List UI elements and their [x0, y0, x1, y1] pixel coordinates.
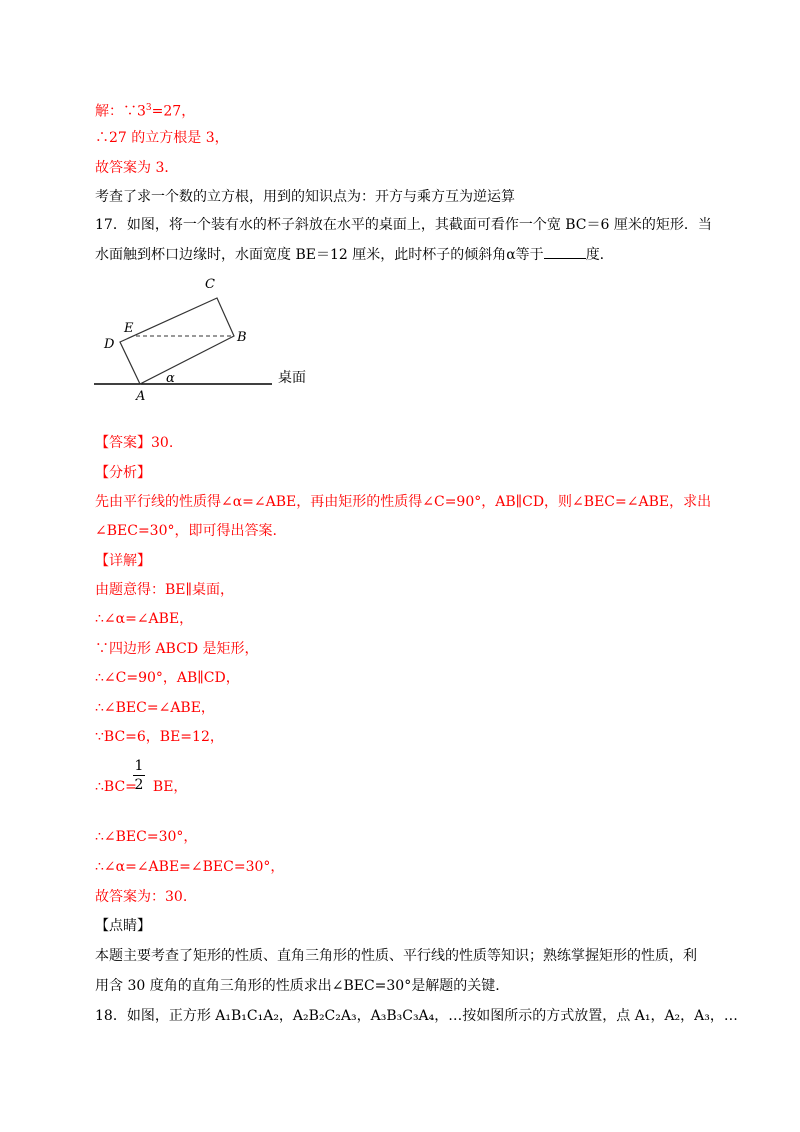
detail-line-4: ∴∠C=90°，AB∥CD，	[95, 670, 240, 686]
detail-line-5: ∴∠BEC=∠ABE，	[95, 700, 215, 716]
detail-line-1: 由题意得：BE∥桌面，	[95, 582, 234, 598]
label-table: 桌面	[278, 370, 306, 386]
detail-heading: 【详解】	[95, 553, 151, 569]
answer-line: 【答案】30.	[95, 435, 174, 451]
label-e: E	[124, 321, 134, 336]
label-d: D	[104, 337, 115, 352]
comment-heading: 【点睛】	[95, 918, 151, 934]
rectangle-abcd	[120, 298, 234, 384]
solution-line-1: 解：$\because 3^3=27$，	[95, 103, 196, 120]
detail-line-3: ∵四边形 ABCD 是矩形，	[95, 641, 259, 657]
question-17-line-2: 水面触到杯口边缘时，水面宽度 BE＝12 厘米，此时杯子的倾斜角α等于 度.	[95, 247, 605, 263]
knowledge-note: 考查了求一个数的立方根，用到的知识点为：开方与乘方互为逆运算	[95, 189, 515, 205]
detail-line-10: 故答案为：30.	[95, 889, 188, 905]
detail-line-9: ∴∠α=∠ABE=∠BEC=30°，	[95, 859, 285, 875]
solution-line-2: ∴27 的立方根是 3，	[95, 130, 229, 146]
label-a: A	[136, 389, 146, 404]
cup-cross-section-figure	[90, 268, 330, 408]
label-alpha: α	[166, 371, 175, 386]
label-c: C	[205, 277, 215, 292]
detail-line-7: ∴BC= BE，	[95, 779, 188, 795]
fraction-one-half: 1 2	[134, 758, 144, 793]
label-b: B	[237, 330, 247, 345]
comment-line-2: 用含 30 度角的直角三角形的性质求出∠BEC=30°是解题的关键.	[95, 978, 500, 994]
solution-line-3: 故答案为 3．	[95, 160, 179, 176]
comment-line-1: 本题主要考查了矩形的性质、直角三角形的性质、平行线的性质等知识；熟练掌握矩形的性质，利	[95, 948, 697, 964]
answer-blank	[544, 246, 586, 259]
question-17-line-1: 17．如图，将一个装有水的杯子斜放在水平的桌面上，其截面可看作一个宽 BC＝6 厘米的矩形．当	[95, 217, 712, 233]
detail-line-8: ∴∠BEC=30°，	[95, 829, 198, 845]
analysis-line-2: ∠BEC=30°，即可得出答案.	[95, 523, 277, 539]
analysis-line-1: 先由平行线的性质得∠α=∠ABE，再由矩形的性质得∠C=90°，AB∥CD，则∠BEC=∠ABE，求出	[95, 494, 712, 510]
analysis-heading: 【分析】	[95, 465, 151, 481]
question-18-line: 18．如图，正方形 A₁B₁C₁A₂，A₂B₂C₂A₃，A₃B₃C₃A₄，…按如图所示的方式放置，点 A₁，A₂，A₃，…	[95, 1008, 738, 1024]
detail-line-2: ∴∠α=∠ABE，	[95, 611, 194, 627]
detail-line-6: ∵BC=6，BE=12，	[95, 729, 224, 745]
